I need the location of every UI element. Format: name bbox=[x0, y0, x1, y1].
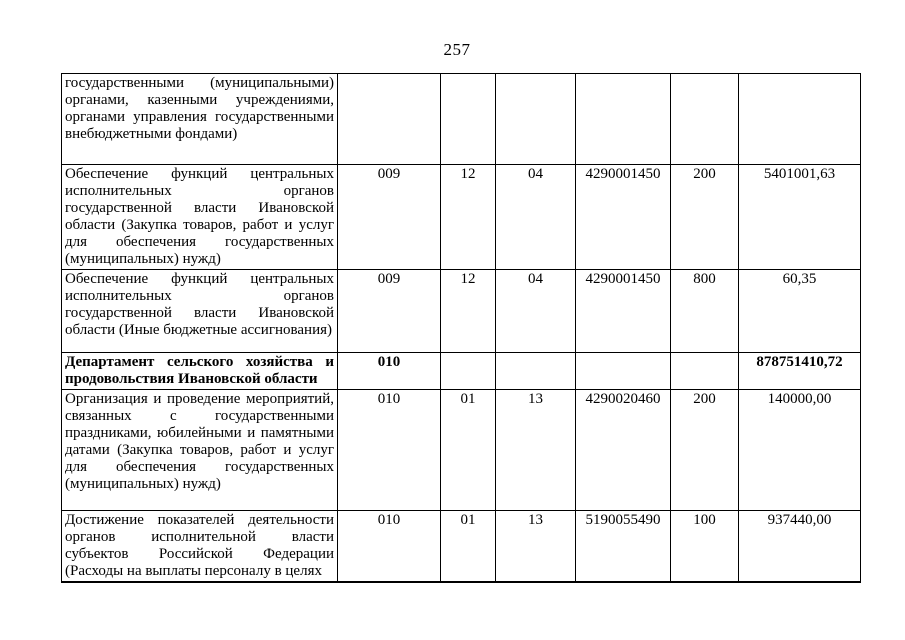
row-description-cell: Организация и проведение мероприятий, связанных с государственными праздниками, юбилейными и памятными датами (Закупка товаров, работ и услуг для обеспечения государственных (муниципальных) нужд) bbox=[62, 390, 338, 511]
grbs-code-cell: 010 bbox=[338, 511, 441, 583]
row-description-cell: Департамент сельского хозяйства и продовольствия Ивановской области bbox=[62, 353, 338, 390]
section-code-cell: 12 bbox=[441, 165, 496, 270]
table-row bbox=[62, 270, 861, 353]
expense-type-cell: 100 bbox=[671, 511, 739, 583]
target-article-cell: 4290001450 bbox=[576, 270, 671, 353]
target-article-cell: 4290020460 bbox=[576, 390, 671, 511]
table-row bbox=[62, 511, 861, 583]
amount-cell: 60,35 bbox=[739, 270, 861, 353]
amount-cell bbox=[739, 74, 861, 165]
table-row bbox=[62, 390, 861, 511]
subsection-code-cell: 04 bbox=[496, 270, 576, 353]
grbs-code-cell: 009 bbox=[338, 165, 441, 270]
expense-type-cell bbox=[671, 353, 739, 390]
amount-cell: 5401001,63 bbox=[739, 165, 861, 270]
grbs-code-cell: 010 bbox=[338, 390, 441, 511]
grbs-code-cell: 009 bbox=[338, 270, 441, 353]
amount-cell: 140000,00 bbox=[739, 390, 861, 511]
subsection-code-cell bbox=[496, 74, 576, 165]
subsection-code-cell: 13 bbox=[496, 390, 576, 511]
target-article-cell: 4290001450 bbox=[576, 165, 671, 270]
target-article-cell bbox=[576, 74, 671, 165]
section-code-cell bbox=[441, 353, 496, 390]
subsection-code-cell: 13 bbox=[496, 511, 576, 583]
expense-type-cell: 200 bbox=[671, 390, 739, 511]
row-description-cell: Обеспечение функций центральных исполнительных органов государственной власти Ивановской области (Иные бюджетные ассигнования) bbox=[62, 270, 338, 353]
target-article-cell bbox=[576, 353, 671, 390]
subsection-code-cell bbox=[496, 353, 576, 390]
section-code-cell: 01 bbox=[441, 390, 496, 511]
table-row bbox=[62, 74, 861, 165]
grbs-code-cell bbox=[338, 74, 441, 165]
subsection-code-cell: 04 bbox=[496, 165, 576, 270]
row-description-cell: Достижение показателей деятельности органов исполнительной власти субъектов Российской Федерации (Расходы на выплаты персоналу в целях bbox=[62, 511, 338, 583]
section-code-cell bbox=[441, 74, 496, 165]
amount-cell: 878751410,72 bbox=[739, 353, 861, 390]
expense-type-cell: 800 bbox=[671, 270, 739, 353]
budget-expenses-table bbox=[61, 73, 861, 583]
row-description-cell: государственными (муниципальными) органами, казенными учреждениями, органами управления государственными внебюджетными фондами) bbox=[62, 74, 338, 165]
section-code-cell: 12 bbox=[441, 270, 496, 353]
row-description-cell: Обеспечение функций центральных исполнительных органов государственной власти Ивановской области (Закупка товаров, работ и услуг для обеспечения государственных (муниципальных) нужд) bbox=[62, 165, 338, 270]
expense-type-cell bbox=[671, 74, 739, 165]
target-article-cell: 5190055490 bbox=[576, 511, 671, 583]
amount-cell: 937440,00 bbox=[739, 511, 861, 583]
table-row bbox=[62, 353, 861, 390]
page-number: 257 bbox=[443, 40, 471, 59]
table-row bbox=[62, 165, 861, 270]
grbs-code-cell: 010 bbox=[338, 353, 441, 390]
expense-type-cell: 200 bbox=[671, 165, 739, 270]
section-code-cell: 01 bbox=[441, 511, 496, 583]
